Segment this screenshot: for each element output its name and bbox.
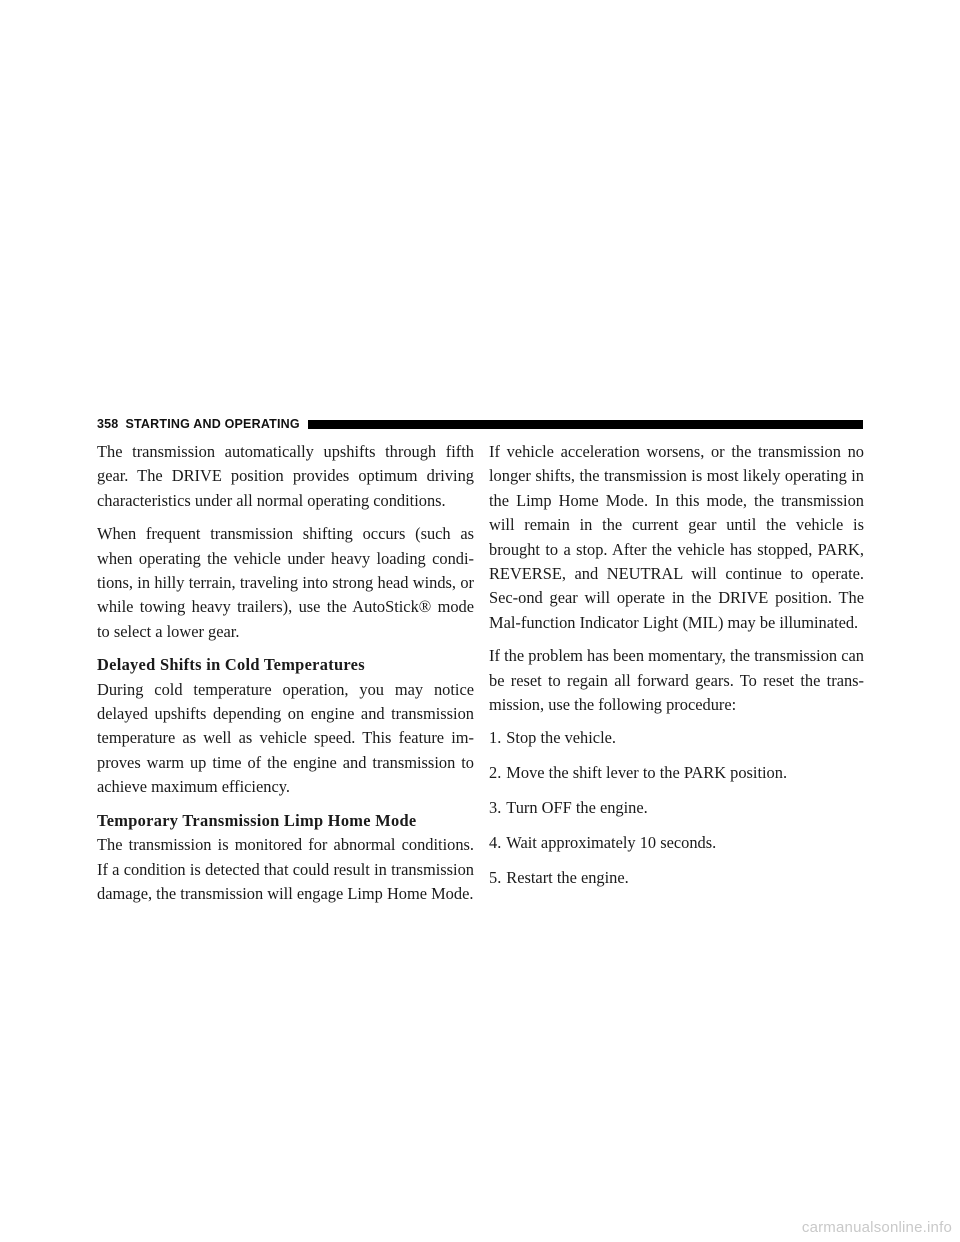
procedure-steps [489,726,864,890]
step-item [489,796,864,820]
section-heading: Delayed Shifts in Cold Temperatures [97,655,365,675]
step-number: 1. [489,728,502,748]
page-header [97,417,863,431]
section-heading: Temporary Transmission Limp Home Mode [97,810,417,830]
page-number: 358 [97,417,119,431]
step-text: Turn OFF the engine. [506,798,648,818]
step-number: 2. [489,763,502,783]
left-column [97,440,474,915]
paragraph: During cold temperature operation, you may notice delayed upshifts depending on engine and transmission temperature as well as vehicle speed. This feature im-proves warm up time of the engine and transmission to achieve maximum efficiency. [97,679,474,797]
step-text: Restart the engine. [506,868,629,888]
paragraph: The transmission is monitored for abnormal conditions. If a condition is detected that could result in transmission damage, the transmission will engage Limp Home Mode. [97,835,474,903]
step-text: Wait approximately 10 seconds. [506,833,717,853]
paragraph: If vehicle acceleration worsens, or the transmission no longer shifts, the transmission is most likely operating in the Limp Home Mode. In this mode, the transmission will remain in the current gear until the vehicle is brought to a stop. After the vehicle has stopped, PARK, REVERSE, and NEUTRAL will continue to operate. Sec-ond gear will operate in the DRIVE position. The Mal-function Indicator Light (MIL) may be illuminated. [489,442,864,632]
watermark: carmanualsonline.info [801,1219,952,1236]
step-number: 4. [489,833,502,853]
step-item [489,866,864,890]
paragraph: When frequent transmission shifting occurs (such as when operating the vehicle under heavy loading condi-tions, in hilly terrain, traveling into strong head winds, or while towing heavy trailers), use the AutoStick® mode to select a lower gear. [97,524,474,641]
step-text: Move the shift lever to the PARK position. [506,763,788,783]
paragraph: If the problem has been momentary, the transmission can be reset to regain all forward gears. To reset the trans-mission, use the following procedure: [489,646,864,715]
step-item [489,761,864,785]
section-title: STARTING AND OPERATING [125,417,300,431]
paragraph: The transmission automatically upshifts through fifth gear. The DRIVE position provides optimum driving characteristics under all normal operating conditions. [97,442,474,510]
step-text: Stop the vehicle. [506,728,616,748]
step-number: 5. [489,868,502,888]
step-item [489,831,864,855]
right-column [489,440,864,901]
header-rule [308,420,863,429]
step-item [489,726,864,750]
step-number: 3. [489,798,502,818]
